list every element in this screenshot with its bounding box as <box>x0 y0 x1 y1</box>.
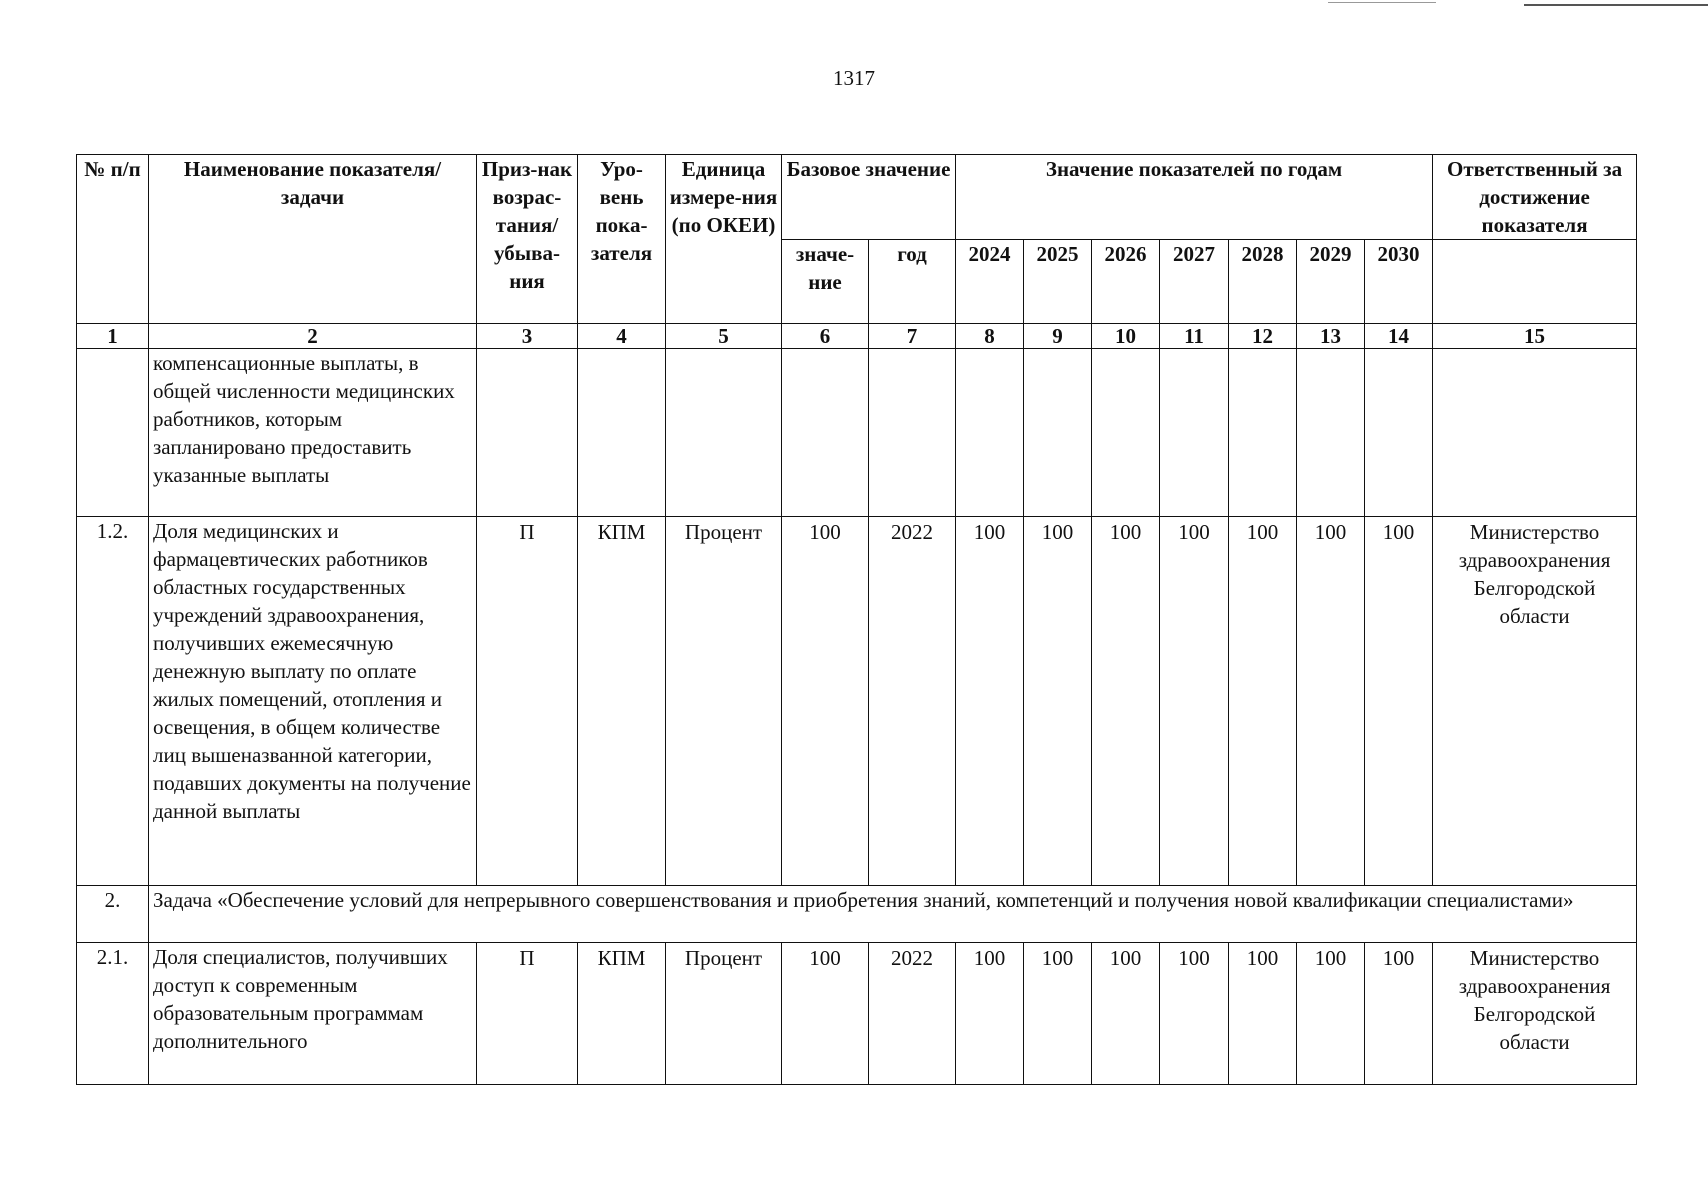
base-year: 2022 <box>869 943 956 1085</box>
year-value: 100 <box>1229 943 1297 1085</box>
year-value: 100 <box>1092 517 1160 886</box>
column-number: 15 <box>1433 324 1637 349</box>
year-value: 100 <box>1160 517 1229 886</box>
column-number: 1 <box>77 324 149 349</box>
header-year: 2026 <box>1092 240 1160 324</box>
row-num: 2. <box>77 886 149 943</box>
indicator-sign: П <box>477 517 578 886</box>
header-year: 2030 <box>1365 240 1433 324</box>
row-num: 2.1. <box>77 943 149 1085</box>
indicator-unit: Процент <box>666 943 782 1085</box>
year-value: 100 <box>1297 517 1365 886</box>
base-value: 100 <box>782 517 869 886</box>
header-responsible: Ответственный за достижение показателя <box>1433 155 1637 240</box>
year-value: 100 <box>956 943 1024 1085</box>
indicator-name: Доля специалистов, получивших доступ к современным образовательным программам дополнительного <box>149 943 477 1085</box>
table-row <box>77 349 1637 517</box>
column-number: 9 <box>1024 324 1092 349</box>
year-value: 100 <box>1297 943 1365 1085</box>
header-year: 2027 <box>1160 240 1229 324</box>
header-name: Наименование показателя/ задачи <box>149 155 477 324</box>
column-number: 5 <box>666 324 782 349</box>
column-number: 11 <box>1160 324 1229 349</box>
scan-artifact-line <box>1524 4 1708 6</box>
indicators-table-container <box>76 154 1636 1085</box>
task-name: Задача «Обеспечение условий для непрерывного совершенствования и приобретения знаний, компетенций и получения новой квалификации специалистами» <box>149 886 1637 943</box>
year-value: 100 <box>1160 943 1229 1085</box>
column-number: 4 <box>578 324 666 349</box>
header-year: 2025 <box>1024 240 1092 324</box>
indicator-name: Доля медицинских и фармацевтических работников областных государственных учреждений здравоохранения, получивших ежемесячную денежную выплату по оплате жилых помещений, отопления и освещения, в общем количестве лиц вышеназванной категории, подавших документы на получение данной выплаты <box>149 517 477 886</box>
row-num: 1.2. <box>77 517 149 886</box>
indicators-table <box>76 154 1637 1085</box>
header-num: № п/п <box>77 155 149 324</box>
column-number: 12 <box>1229 324 1297 349</box>
header-responsible-blank <box>1433 240 1637 324</box>
table-row <box>77 943 1637 1085</box>
year-value: 100 <box>1229 517 1297 886</box>
base-value: 100 <box>782 943 869 1085</box>
scan-artifact-line <box>1328 2 1436 3</box>
indicator-level: КПМ <box>578 517 666 886</box>
column-number: 2 <box>149 324 477 349</box>
header-unit: Единица измере-ния (по ОКЕИ) <box>666 155 782 324</box>
responsible: Министерство здравоохранения Белгородской области <box>1433 517 1637 886</box>
table-row <box>77 517 1637 886</box>
header-base-value: значе-ние <box>782 240 869 324</box>
indicator-name: компенсационные выплаты, в общей численности медицинских работников, которым запланировано предоставить указанные выплаты <box>149 349 477 517</box>
year-value: 100 <box>1365 943 1433 1085</box>
header-year: 2028 <box>1229 240 1297 324</box>
year-value: 100 <box>1024 517 1092 886</box>
column-number: 14 <box>1365 324 1433 349</box>
header-level: Уро-вень пока-зателя <box>578 155 666 324</box>
year-value: 100 <box>1024 943 1092 1085</box>
indicator-sign: П <box>477 943 578 1085</box>
header-sign: Приз-нак возрас-тания/ убыва-ния <box>477 155 578 324</box>
column-number: 13 <box>1297 324 1365 349</box>
header-year: 2029 <box>1297 240 1365 324</box>
header-base-year: год <box>869 240 956 324</box>
header-year: 2024 <box>956 240 1024 324</box>
page-number: 1317 <box>833 66 875 90</box>
year-value: 100 <box>956 517 1024 886</box>
header-years-group: Значение показателей по годам <box>956 155 1433 240</box>
header-base: Базовое значение <box>782 155 956 240</box>
indicator-level: КПМ <box>578 943 666 1085</box>
indicator-unit: Процент <box>666 517 782 886</box>
column-number: 6 <box>782 324 869 349</box>
column-number: 10 <box>1092 324 1160 349</box>
responsible: Министерство здравоохранения Белгородской области <box>1433 943 1637 1085</box>
year-value: 100 <box>1092 943 1160 1085</box>
row-num-cell <box>77 349 149 517</box>
column-number: 8 <box>956 324 1024 349</box>
column-number: 7 <box>869 324 956 349</box>
year-value: 100 <box>1365 517 1433 886</box>
base-year: 2022 <box>869 517 956 886</box>
task-row <box>77 886 1637 943</box>
column-number: 3 <box>477 324 578 349</box>
